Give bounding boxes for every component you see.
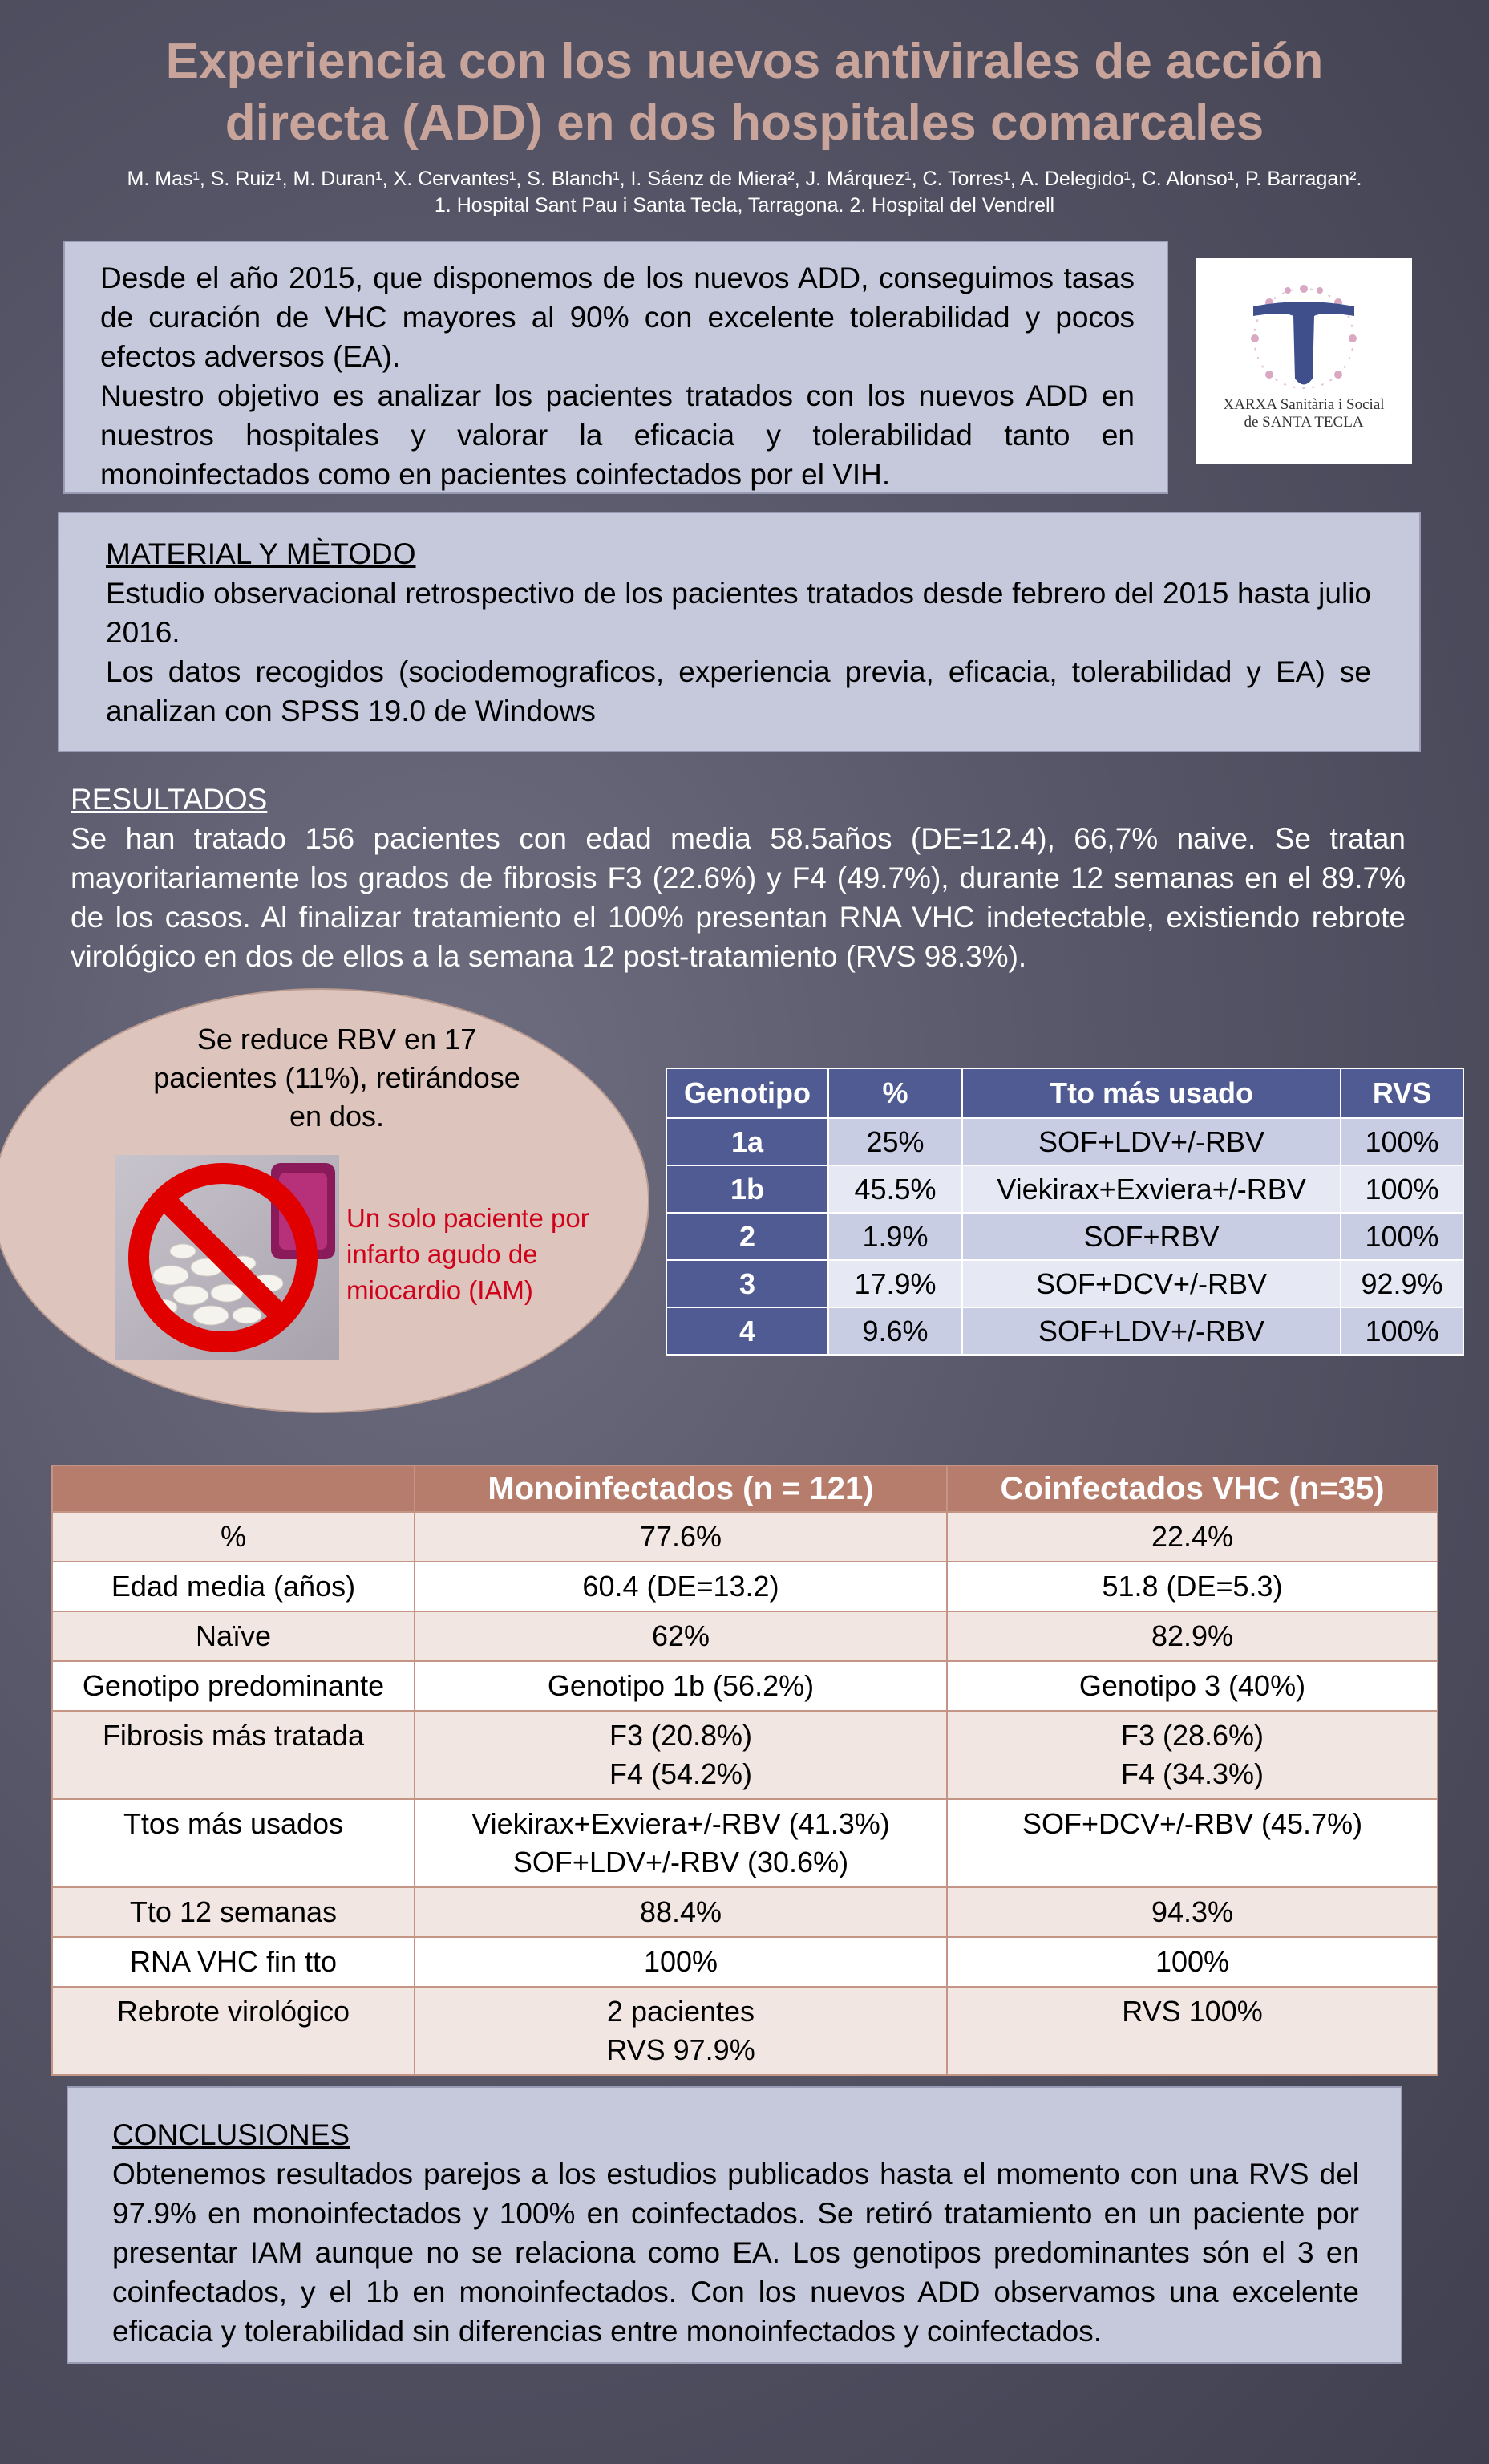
- percent-cell: 25%: [828, 1118, 962, 1165]
- mono-cell: [415, 1937, 947, 1987]
- row-label: Fibrosis más tratada: [52, 1711, 415, 1799]
- method-paragraph-1: Estudio observacional retrospectivo de los pacientes tratados desde febrero del 2015 hasta julio 2016.: [106, 577, 1371, 649]
- row-label: %: [52, 1512, 415, 1562]
- row-label: RNA VHC fin tto: [52, 1937, 415, 1987]
- mono-line: 2 pacientes: [606, 1995, 755, 2028]
- affiliations: 1. Hospital Sant Pau i Santa Tecla, Tarragona. 2. Hospital del Vendrell: [434, 194, 1055, 217]
- table-row: [52, 1799, 1438, 1887]
- coinf-cell: [947, 1611, 1438, 1661]
- intro-paragraph-2: Nuestro objetivo es analizar los pacientes tratados con los nuevos ADD en nuestros hospitales y valorar la eficacia y tolerabilidad tanto en monoinfectados como en pacientes coinfectados por el VIH.: [100, 379, 1135, 491]
- coinf-cell: [947, 1711, 1438, 1799]
- title-line-2: directa (ADD) en dos hospitales comarcales: [225, 95, 1264, 151]
- comparison-table: [51, 1465, 1438, 2076]
- coinf-line: 100%: [1155, 1945, 1230, 1978]
- table-row: [52, 1611, 1438, 1661]
- percent-cell: 1.9%: [828, 1213, 962, 1260]
- table-row: [666, 1260, 1463, 1307]
- mono-line: 62%: [651, 1619, 710, 1652]
- table-row: [666, 1118, 1463, 1165]
- comparison-table-header: [52, 1465, 1438, 1512]
- treatment-cell: SOF+RBV: [962, 1213, 1341, 1260]
- treatment-cell: SOF+LDV+/-RBV: [962, 1307, 1341, 1355]
- logo-text-line-2: de SANTA TECLA: [1244, 414, 1364, 431]
- table-row: [52, 1987, 1438, 2075]
- genotype-cell: 3: [666, 1260, 828, 1307]
- table-row: [666, 1213, 1463, 1260]
- coinf-line: 82.9%: [1151, 1619, 1234, 1652]
- genotype-cell: 4: [666, 1307, 828, 1355]
- mono-cell: [415, 1987, 947, 2075]
- rvs-cell: 100%: [1341, 1307, 1463, 1355]
- rvs-cell: 92.9%: [1341, 1260, 1463, 1307]
- table-row: [666, 1165, 1463, 1213]
- row-label: Edad media (años): [52, 1562, 415, 1611]
- mono-cell: [415, 1887, 947, 1937]
- coinf-cell: [947, 1799, 1438, 1887]
- no-pills-icon: [115, 1155, 339, 1360]
- results-section: [71, 780, 1406, 976]
- coinf-line: 22.4%: [1151, 1520, 1234, 1553]
- genotype-cell: 1b: [666, 1165, 828, 1213]
- authors: M. Mas¹, S. Ruiz¹, M. Duran¹, X. Cervantes¹, S. Blanch¹, I. Sáenz de Miera², J. Márquez¹, C. Torres¹, A. Delegido¹, C. Alonso¹, P. Barragan².: [127, 168, 1362, 190]
- mono-cell: [415, 1661, 947, 1711]
- conclusions-text: Obtenemos resultados parejos a los estudios publicados hasta el momento con una RVS del 97.9% en monoinfectados y 100% en coinfectados. Se retiró tratamiento en un paciente por presentar IAM aunque no se relaciona como EA. Los genotipos predominantes són el 3 en coinfectados, y el 1b en monoinfectados. Con los nuevos ADD observamos una excelente eficacia y tolerabilidad sin diferencias entre monoinfectados y coinfectados.: [112, 2158, 1359, 2348]
- row-label: Tto 12 semanas: [52, 1887, 415, 1937]
- coinf-line: 94.3%: [1151, 1895, 1234, 1928]
- treatment-cell: Viekirax+Exviera+/-RBV: [962, 1165, 1341, 1213]
- rvs-cell: 100%: [1341, 1213, 1463, 1260]
- intro-box: [63, 241, 1168, 494]
- logo-text-line-1: XARXA Sanitària i Social: [1223, 396, 1385, 413]
- mono-line: Genotipo 1b (56.2%): [547, 1669, 815, 1702]
- results-heading: RESULTADOS: [71, 783, 268, 816]
- header-rvs: RVS: [1341, 1068, 1463, 1118]
- coinf-line: RVS 100%: [1122, 1995, 1263, 2028]
- table-row: [52, 1512, 1438, 1562]
- percent-cell: 9.6%: [828, 1307, 962, 1355]
- table-row: [52, 1887, 1438, 1937]
- table-row: [666, 1307, 1463, 1355]
- table-row: [52, 1937, 1438, 1987]
- coinf-line: 51.8 (DE=5.3): [1102, 1570, 1283, 1603]
- rvs-cell: 100%: [1341, 1118, 1463, 1165]
- iam-note: Un solo paciente por infarto agudo de miocardio (IAM): [346, 1203, 589, 1305]
- method-paragraph-2: Los datos recogidos (sociodemograficos, experiencia previa, eficacia, tolerabilidad y EA) se analizan con SPSS 19.0 de Windows: [106, 655, 1371, 727]
- percent-cell: 45.5%: [828, 1165, 962, 1213]
- mono-line: 100%: [643, 1945, 718, 1978]
- coinf-cell: [947, 1661, 1438, 1711]
- conclusions-heading: CONCLUSIONES: [112, 2118, 350, 2151]
- mono-cell: [415, 1711, 947, 1799]
- genotype-cell: 1a: [666, 1118, 828, 1165]
- santa-tecla-logo: [1196, 258, 1412, 464]
- header-monoinfectados: Monoinfectados (n = 121): [415, 1465, 947, 1512]
- coinf-line: SOF+DCV+/-RBV (45.7%): [1022, 1807, 1363, 1840]
- method-box: [58, 512, 1421, 752]
- table-row: [52, 1562, 1438, 1611]
- coinf-cell: [947, 1512, 1438, 1562]
- intro-paragraph-1: Desde el año 2015, que disponemos de los nuevos ADD, conseguimos tasas de curación de VHC mayores al 90% con excelente tolerabilidad y pocos efectos adversos (EA).: [100, 261, 1135, 373]
- header-empty: [52, 1465, 415, 1512]
- logo-text: [1196, 396, 1412, 432]
- coinf-cell: [947, 1562, 1438, 1611]
- percent-cell: 17.9%: [828, 1260, 962, 1307]
- header-percent: %: [828, 1068, 962, 1118]
- row-label: Ttos más usados: [52, 1799, 415, 1887]
- treatment-cell: SOF+LDV+/-RBV: [962, 1118, 1341, 1165]
- mono-line: SOF+LDV+/-RBV (30.6%): [512, 1846, 849, 1878]
- mono-line: 60.4 (DE=13.2): [582, 1570, 779, 1603]
- coinf-cell: [947, 1887, 1438, 1937]
- table-row: [52, 1711, 1438, 1799]
- row-label: Genotipo predominante: [52, 1661, 415, 1711]
- results-text: Se han tratado 156 pacientes con edad media 58.5años (DE=12.4), 66,7% naive. Se tratan mayoritariamente los grados de fibrosis F3 (22.6%) y F4 (49.7%), durante 12 semanas en el 89.7% de los casos. Al finalizar tratamiento el 100% presentan RNA VHC indetectable, existiendo rebrote virológico en dos de ellos a la semana 12 post-tratamiento (RVS 98.3%).: [71, 822, 1406, 973]
- coinf-line: F4 (34.3%): [1120, 1757, 1264, 1790]
- mono-cell: [415, 1562, 947, 1611]
- genotype-table-header: [666, 1068, 1463, 1118]
- table-row: [52, 1661, 1438, 1711]
- treatment-cell: SOF+DCV+/-RBV: [962, 1260, 1341, 1307]
- method-heading: MATERIAL Y MÈTODO: [106, 537, 416, 570]
- row-label: Rebrote virológico: [52, 1987, 415, 2075]
- genotype-table: [666, 1068, 1464, 1356]
- title-line-1: Experiencia con los nuevos antivirales de acción: [165, 34, 1324, 89]
- mono-cell: [415, 1799, 947, 1887]
- rbv-reduction-text: Se reduce RBV en 17 pacientes (11%), retirándose en dos.: [153, 1023, 520, 1133]
- coinf-line: Genotipo 3 (40%): [1078, 1669, 1306, 1702]
- mono-line: 88.4%: [639, 1895, 722, 1928]
- conclusions-box: [67, 2086, 1402, 2364]
- coinf-cell: [947, 1987, 1438, 2075]
- poster-title: [0, 30, 1489, 154]
- mono-line: F3 (20.8%): [609, 1719, 753, 1752]
- header-genotipo: Genotipo: [666, 1068, 828, 1118]
- tau-cross-icon: [1196, 258, 1412, 399]
- rvs-cell: 100%: [1341, 1165, 1463, 1213]
- mono-line: F4 (54.2%): [609, 1757, 753, 1790]
- mono-line: RVS 97.9%: [606, 2033, 755, 2066]
- genotype-cell: 2: [666, 1213, 828, 1260]
- mono-line: 77.6%: [639, 1520, 722, 1553]
- mono-line: Viekirax+Exviera+/-RBV (41.3%): [471, 1807, 890, 1840]
- mono-cell: [415, 1611, 947, 1661]
- header-tto: Tto más usado: [962, 1068, 1341, 1118]
- coinf-cell: [947, 1937, 1438, 1987]
- coinf-line: F3 (28.6%): [1120, 1719, 1264, 1752]
- header-coinfectados: Coinfectados VHC (n=35): [947, 1465, 1438, 1512]
- mono-cell: [415, 1512, 947, 1562]
- no-pills-image: [115, 1155, 339, 1360]
- row-label: Naïve: [52, 1611, 415, 1661]
